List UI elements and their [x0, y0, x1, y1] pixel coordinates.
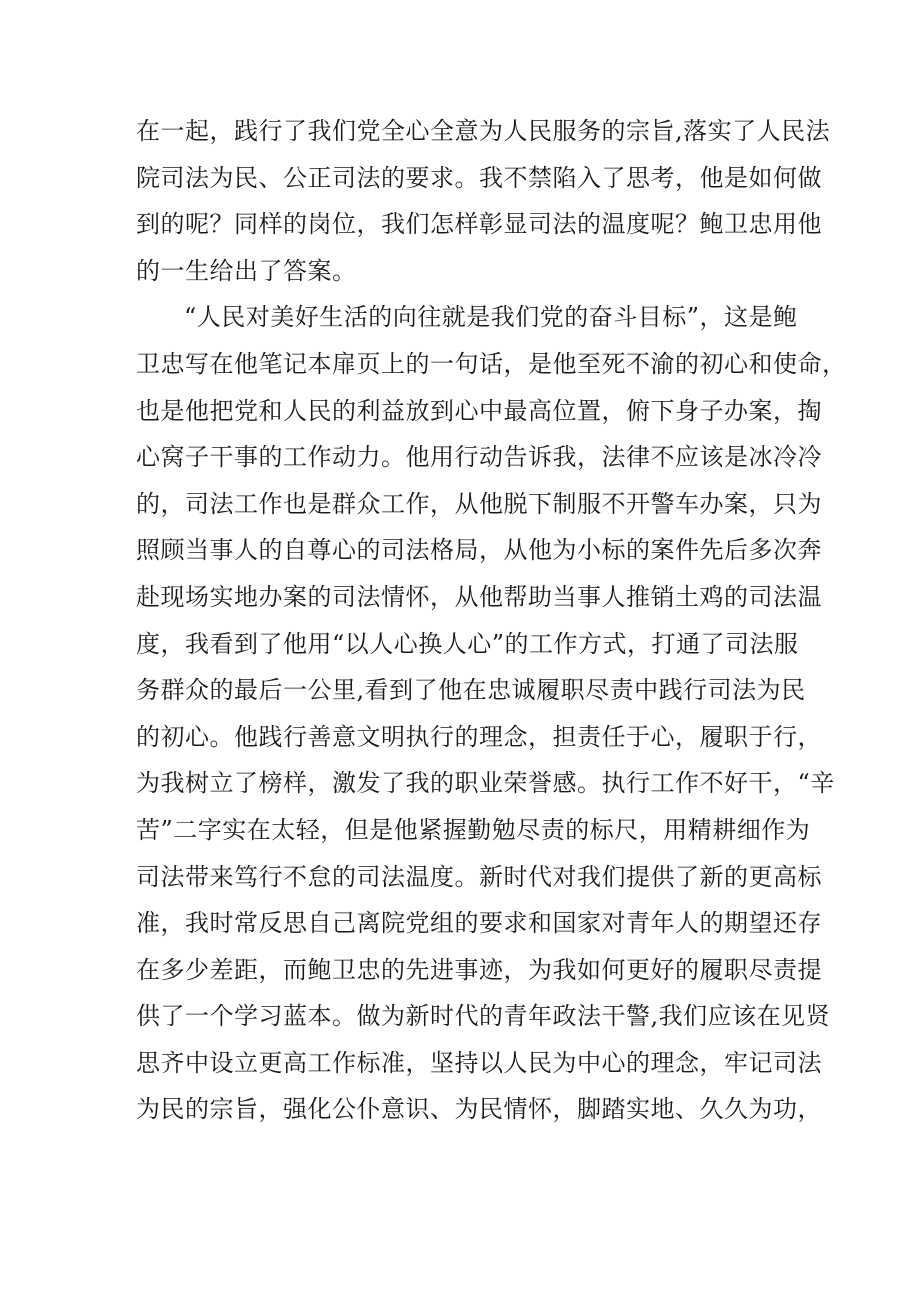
text-line: 的，司法工作也是群众工作，从他脱下制服不开警车办案，只为	[136, 489, 822, 518]
text-line: 务群众的最后一公里,看到了他在忠诚履职尽责中践行司法为民	[136, 676, 806, 705]
paragraph-2	[136, 294, 847, 1133]
text-line: 也是他把党和人民的利益放到心中最高位置，俯下身子办案，掏	[136, 396, 822, 425]
text-line: 为我树立了榜样，激发了我的职业荣誉感。执行工作不好干，“辛	[136, 769, 835, 798]
text-line: 到的呢？同样的岗位，我们怎样彰显司法的温度呢？鲍卫忠用他	[136, 210, 822, 239]
text-line: 思齐中设立更高工作标准，坚持以人民为中心的理念，牢记司法	[136, 1048, 822, 1077]
text-line: 为民的宗旨，强化公仆意识、为民情怀，脚踏实地、久久为功，	[136, 1095, 822, 1124]
text-line: 照顾当事人的自尊心的司法格局，从他为小标的案件先后多次奔	[136, 536, 822, 565]
text-line: 的初心。他践行善意文明执行的理念，担责任于心，履职于行，	[136, 722, 822, 751]
text-line: 的一生给出了答案。	[136, 256, 357, 285]
text-line: 赴现场实地办案的司法情怀，从他帮助当事人推销土鸡的司法温	[136, 582, 822, 611]
text-line: 院司法为民、公正司法的要求。我不禁陷入了思考，他是如何做	[136, 163, 822, 192]
document-body	[136, 108, 847, 1133]
text-line: 在一起，践行了我们党全心全意为人民服务的宗旨,落实了人民法	[136, 117, 831, 145]
text-line: 卫忠写在他笔记本扉页上的一句话，是他至死不渝的初心和使命，	[136, 349, 847, 378]
text-line: 苦”二字实在太轻，但是他紧握勤勉尽责的标尺，用精耕细作为	[136, 815, 811, 844]
text-line: 心窝子干事的工作动力。他用行动告诉我，法律不应该是冰冷冷	[136, 443, 822, 472]
text-line: 供了一个学习蓝本。做为新时代的青年政法干警,我们应该在见贤	[136, 1002, 831, 1031]
text-line: 司法带来笃行不怠的司法温度。新时代对我们提供了新的更高标	[136, 862, 822, 891]
text-line: 度，我看到了他用“以人心换人心”的工作方式，打通了司法服	[136, 629, 799, 658]
paragraph-1	[136, 108, 831, 294]
text-line: 在多少差距，而鲍卫忠的先进事迹，为我如何更好的履职尽责提	[136, 955, 822, 984]
text-line: 准，我时常反思自己离院党组的要求和国家对青年人的期望还存	[136, 909, 822, 938]
text-line: “人民对美好生活的向往就是我们党的奋斗目标”，这是鲍	[184, 303, 798, 332]
